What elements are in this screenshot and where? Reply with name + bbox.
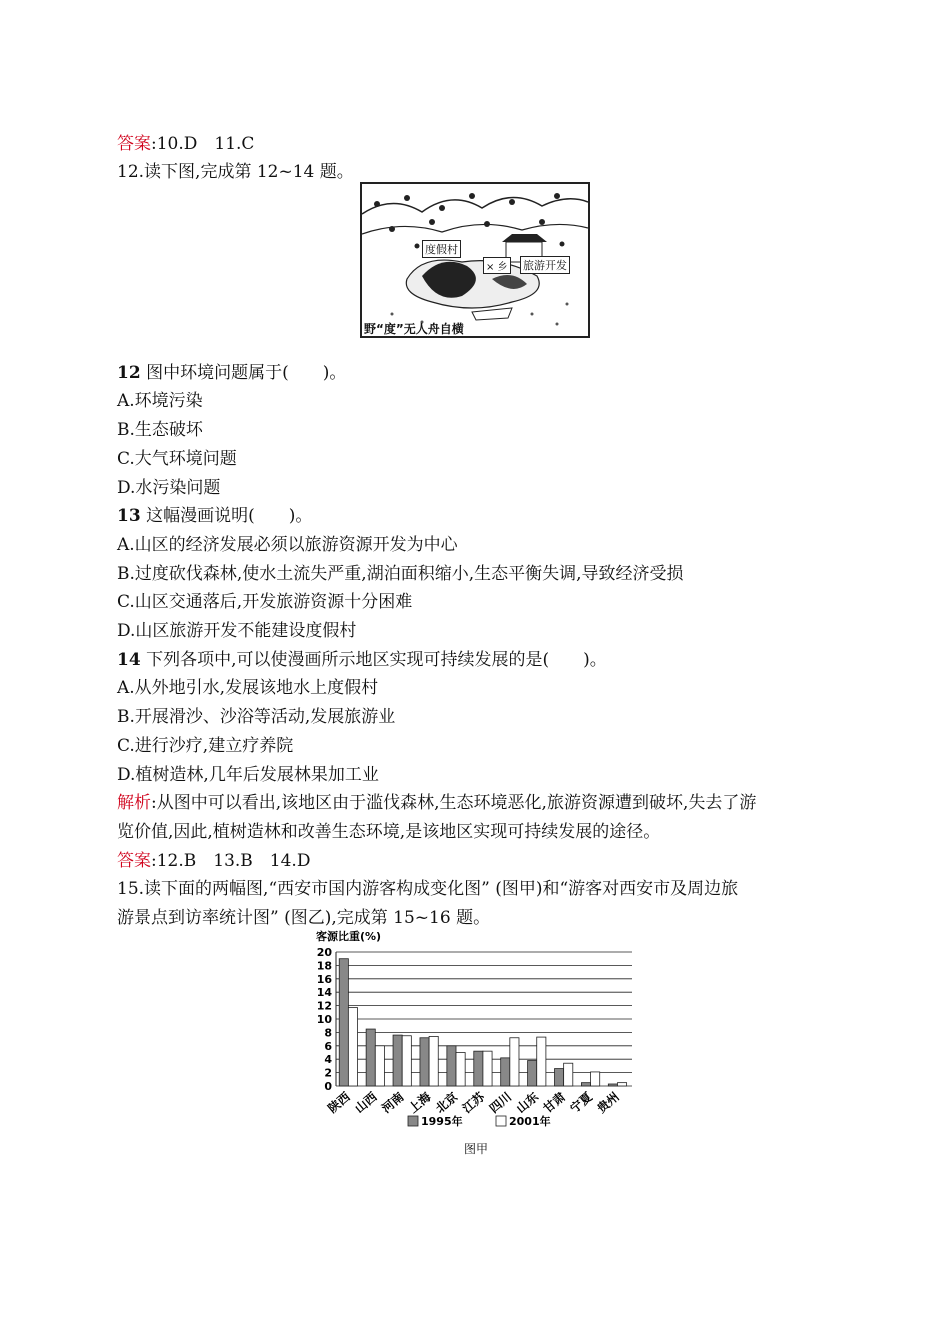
option: D.山区旅游开发不能建设度假村 [117,621,357,641]
x-tick-label: 北京 [432,1089,461,1116]
q12-intro: 12.读下图,完成第 12~14 题。 [117,162,354,182]
bar [564,1063,573,1086]
bar [510,1038,519,1086]
q12-number: 12 [117,363,141,383]
bar [429,1036,438,1086]
q13-stem [117,505,312,527]
option: C.大气环境问题 [117,449,237,469]
bar [483,1051,492,1086]
x-tick-label: 河南 [379,1089,407,1116]
q13-number: 13 [117,506,141,526]
bar [402,1036,411,1086]
option: C.进行沙疗,建立疗养院 [117,736,294,756]
option: A.山区的经济发展必须以旅游资源开发为中心 [117,535,458,555]
q14-number: 14 [117,650,141,670]
legend-swatch [496,1116,506,1126]
y-tick-label: 6 [324,1039,332,1053]
y-tick-label: 20 [316,946,332,959]
bar [339,959,348,1086]
option: A.环境污染 [117,391,203,411]
y-tick-label: 2 [324,1066,332,1080]
y-tick-label: 12 [316,999,332,1013]
q13-stem-text: 这幅漫画说明( )。 [140,506,313,526]
bar [456,1053,465,1087]
bar [501,1058,510,1086]
x-tick-label: 上海 [406,1089,434,1116]
x-tick-label: 江苏 [459,1089,488,1116]
bar [591,1072,600,1086]
y-tick-label: 10 [316,1013,332,1026]
option: D.水污染问题 [117,478,221,498]
y-tick-label: 16 [316,972,332,986]
answer-line-1 [117,133,254,155]
y-tick-label: 4 [324,1053,332,1067]
legend-label: 2001年 [509,1115,551,1128]
tourism-dev-label: 旅游开发 [520,256,570,274]
resort-label: 度假村 [422,240,461,258]
y-axis-label: 客源比重(%) [316,930,382,943]
x-tick-label: 陕西 [325,1089,353,1116]
q12-stem-text: 图中环境问题属于( )。 [140,363,347,383]
bar [555,1069,564,1086]
q12-stem [117,362,346,384]
analysis-line-1 [117,792,756,814]
option: B.生态破坏 [117,420,203,440]
legend-label: 1995年 [421,1115,463,1128]
q15-line-2: 游景点到访率统计图” (图乙),完成第 15~16 题。 [117,908,491,928]
bar [581,1083,590,1086]
answer-label: 答案 [117,851,151,871]
option: C.山区交通落后,开发旅游资源十分困难 [117,592,413,612]
answer-text: :12.B 13.B 14.D [151,851,311,871]
bar [608,1084,617,1086]
option: B.过度砍伐森林,使水土流失严重,湖泊面积缩小,生态平衡失调,导致经济受损 [117,564,684,584]
x-tick-label: 甘肃 [540,1089,569,1116]
visitor-source-bar-chart [312,928,642,1134]
y-tick-label: 14 [316,986,332,1000]
bar [375,1046,384,1086]
answer-text: :10.D 11.C [151,134,255,154]
bar [366,1029,375,1086]
cartoon-caption: 野“度”无人舟自横 [364,322,464,336]
q14-stem-text: 下列各项中,可以使漫画所示地区实现可持续发展的是( )。 [140,650,607,670]
y-tick-label: 0 [324,1080,332,1093]
option: D.植树造林,几年后发展林果加工业 [117,765,379,785]
bar [528,1061,537,1086]
answer-line-2 [117,850,310,872]
x-tick-label: 宁夏 [567,1089,595,1116]
x-tick-label: 山西 [352,1089,380,1116]
bar [617,1083,626,1086]
option: B.开展滑沙、沙浴等活动,发展旅游业 [117,707,396,727]
x-tick-label: 贵州 [594,1089,622,1116]
q15-line-1: 15.读下面的两幅图,“西安市国内游客构成变化图” (图甲)和“游客对西安市及周边旅 [117,879,739,899]
answer-label: 答案 [117,134,151,154]
y-tick-label: 8 [324,1026,332,1040]
option: A.从外地引水,发展该地水上度假村 [117,678,379,698]
bar [393,1035,402,1086]
bar [447,1046,456,1086]
legend-swatch [408,1116,418,1126]
town-label: × 乡 [483,257,511,274]
analysis-text-1: :从图中可以看出,该地区由于滥伐森林,生态环境恶化,旅游资源遭到破坏,失去了游 [151,793,757,813]
y-tick-label: 18 [316,959,332,973]
x-tick-label: 山东 [513,1089,542,1116]
bar [474,1051,483,1086]
chart-caption: 图甲 [464,1142,489,1156]
cartoon-illustration [360,182,590,338]
bar [348,1008,357,1086]
analysis-label: 解析 [117,793,151,813]
x-tick-label: 四川 [486,1089,515,1116]
bar [537,1037,546,1086]
analysis-line-2: 览价值,因此,植树造林和改善生态环境,是该地区实现可持续发展的途径。 [117,822,661,842]
q14-stem [117,649,607,671]
bar [420,1038,429,1086]
